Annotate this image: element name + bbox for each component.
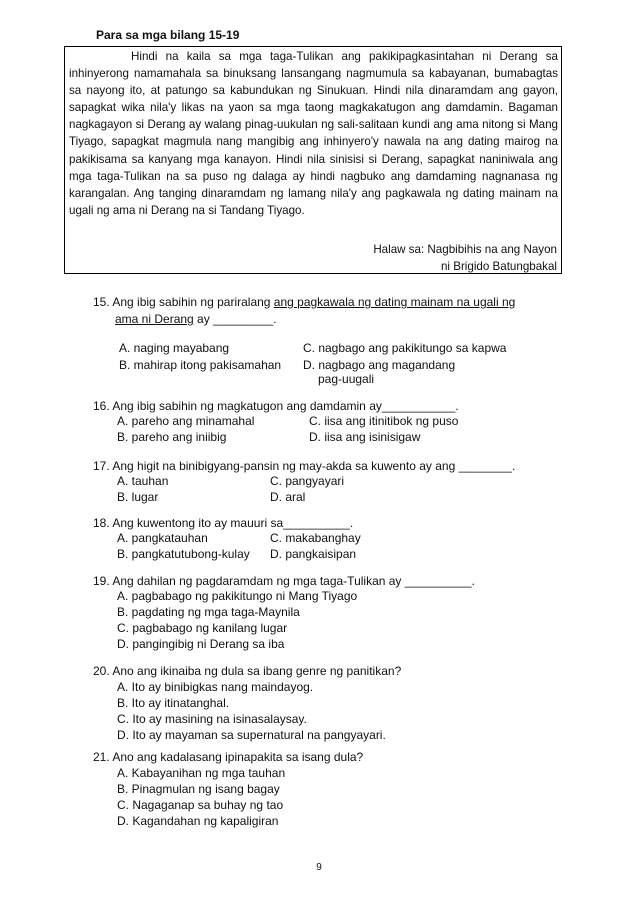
q19-choice-d: D. pangingibig ni Derang sa iba — [117, 637, 285, 651]
q21-choice-a: A. Kabayanihan ng mga tauhan — [117, 766, 286, 780]
q17-choice-a: A. tauhan — [117, 474, 169, 488]
page-number: 9 — [316, 862, 322, 873]
section-heading: Para sa mga bilang 15-19 — [96, 28, 240, 42]
q18-choice-d: D. pangkaisipan — [270, 547, 357, 561]
source-author: ni Brigido Batungbakal — [440, 260, 557, 274]
q15-underlined-phrase-1: ang pagkawala ng dating mainam na ugali ng — [273, 295, 516, 309]
q17-choice-c: C. pangyayari — [270, 474, 345, 488]
q19-stem: 19. Ang dahilan ng pagdaramdam ng mga taga-Tulikan ay __________. — [93, 574, 475, 588]
q16-choice-a: A. pareho ang minamahal — [117, 414, 255, 428]
q20-choice-b: B. Ito ay itinatanghal. — [117, 696, 230, 710]
q17-stem: 17. Ang higit na binibigyang-pansin ng may-akda sa kuwento ay ang ________. — [93, 459, 516, 473]
q20-choice-c: C. Ito ay masining na isinasalaysay. — [117, 712, 307, 726]
q18-choice-b: B. pangkatutubong-kulay — [117, 547, 250, 561]
q15-stem-line2: ama ni Derang ay _________. — [115, 312, 277, 326]
q21-choice-b: B. Pinagmulan ng isang bagay — [117, 782, 280, 796]
passage-source — [373, 241, 557, 275]
q18-choice-c: C. makabanghay — [270, 531, 361, 545]
q17-choice-d: D. aral — [270, 490, 306, 504]
q16-choice-d: D. iisa ang isinisigaw — [309, 430, 421, 444]
passage-text: Hindi na kaila sa mga taga-Tulikan ang pakikipagkasintahan ni Derang sa inhinyerong namamahala sa binuksang lansangang nagmumula sa kabayanan, bumabagtas sa nayong ito, at patungo sa kabundukan ng Sinukuan. Hindi nila dinaramdam ang gayon, sapagkat wika nila'y likas na yaon sa mga taong magkakatugon ang damdamin. Bagaman nagkagayon si Derang ay walang pinag-uukulan ng sali-salitaan kundi ang ama nitong si Mang Tiyago, sapagkat magmula nang mangibig ang inhinyero'y nawala na ang dating mairog na pakikisama sa kanyang mga kanayon. Hindi nila sinisisi si Derang, sapagkat naniniwala ang mga taga-Tulikan na sa puso ng dalaga ay hindi nagbuko ang damdaming nagnanasa ng karangalan. Ang tanging dinaramdam ng lamang nila'y ang pagkawala ng dating mainam na ugali ng ama ni Derang na si Tandang Tiyago. — [69, 50, 558, 217]
reading-passage-box — [64, 46, 562, 274]
q18-choice-a: A. pangkatauhan — [117, 531, 208, 545]
q21-stem: 21. Ano ang kadalasang ipinapakita sa isang dula? — [93, 750, 364, 764]
q20-choice-a: A. Ito ay binibigkas nang maindayog. — [117, 680, 314, 694]
q15-choice-a: A. naging mayabang — [119, 341, 230, 355]
q21-choice-d: D. Kagandahan ng kapaligiran — [117, 814, 279, 828]
q16-choice-b: B. pareho ang iniibig — [117, 430, 227, 444]
source-title: Halaw sa: Nagbibihis na ang Nayon — [373, 243, 557, 256]
q16-choice-c: C. iisa ang itinitibok ng puso — [309, 414, 459, 428]
q15-stem-line1: 15. Ang ibig sabihin ng pariralang ang pagkawala ng dating mainam na ugali ng — [93, 295, 516, 309]
q19-choice-c: C. pagbabago ng kanilang lugar — [117, 621, 288, 635]
q17-choice-b: B. lugar — [117, 490, 159, 504]
q15-underlined-phrase-2: ama ni Derang — [115, 312, 194, 326]
q16-stem: 16. Ang ibig sabihin ng magkatugon ang damdamin ay___________. — [93, 399, 459, 413]
q15-choice-d: D. nagbago ang magandang — [303, 358, 456, 372]
q21-choice-c: C. Nagaganap sa buhay ng tao — [117, 798, 284, 812]
q15-choice-b: B. mahirap itong pakisamahan — [119, 358, 282, 372]
q20-stem: 20. Ano ang ikinaiba ng dula sa ibang genre ng panitikan? — [93, 664, 402, 678]
q19-choice-b: B. pagdating ng mga taga-Maynila — [117, 605, 300, 619]
q20-choice-d: D. Ito ay mayaman sa supernatural na pangyayari. — [117, 728, 386, 742]
q18-stem: 18. Ang kuwentong ito ay mauuri sa__________. — [93, 516, 354, 530]
q19-choice-a: A. pagbabago ng pakikitungo ni Mang Tiyago — [117, 589, 358, 603]
q15-choice-d-cont: pag-uugali — [318, 372, 375, 386]
q15-choice-c: C. nagbago ang pakikitungo sa kapwa — [303, 341, 507, 355]
